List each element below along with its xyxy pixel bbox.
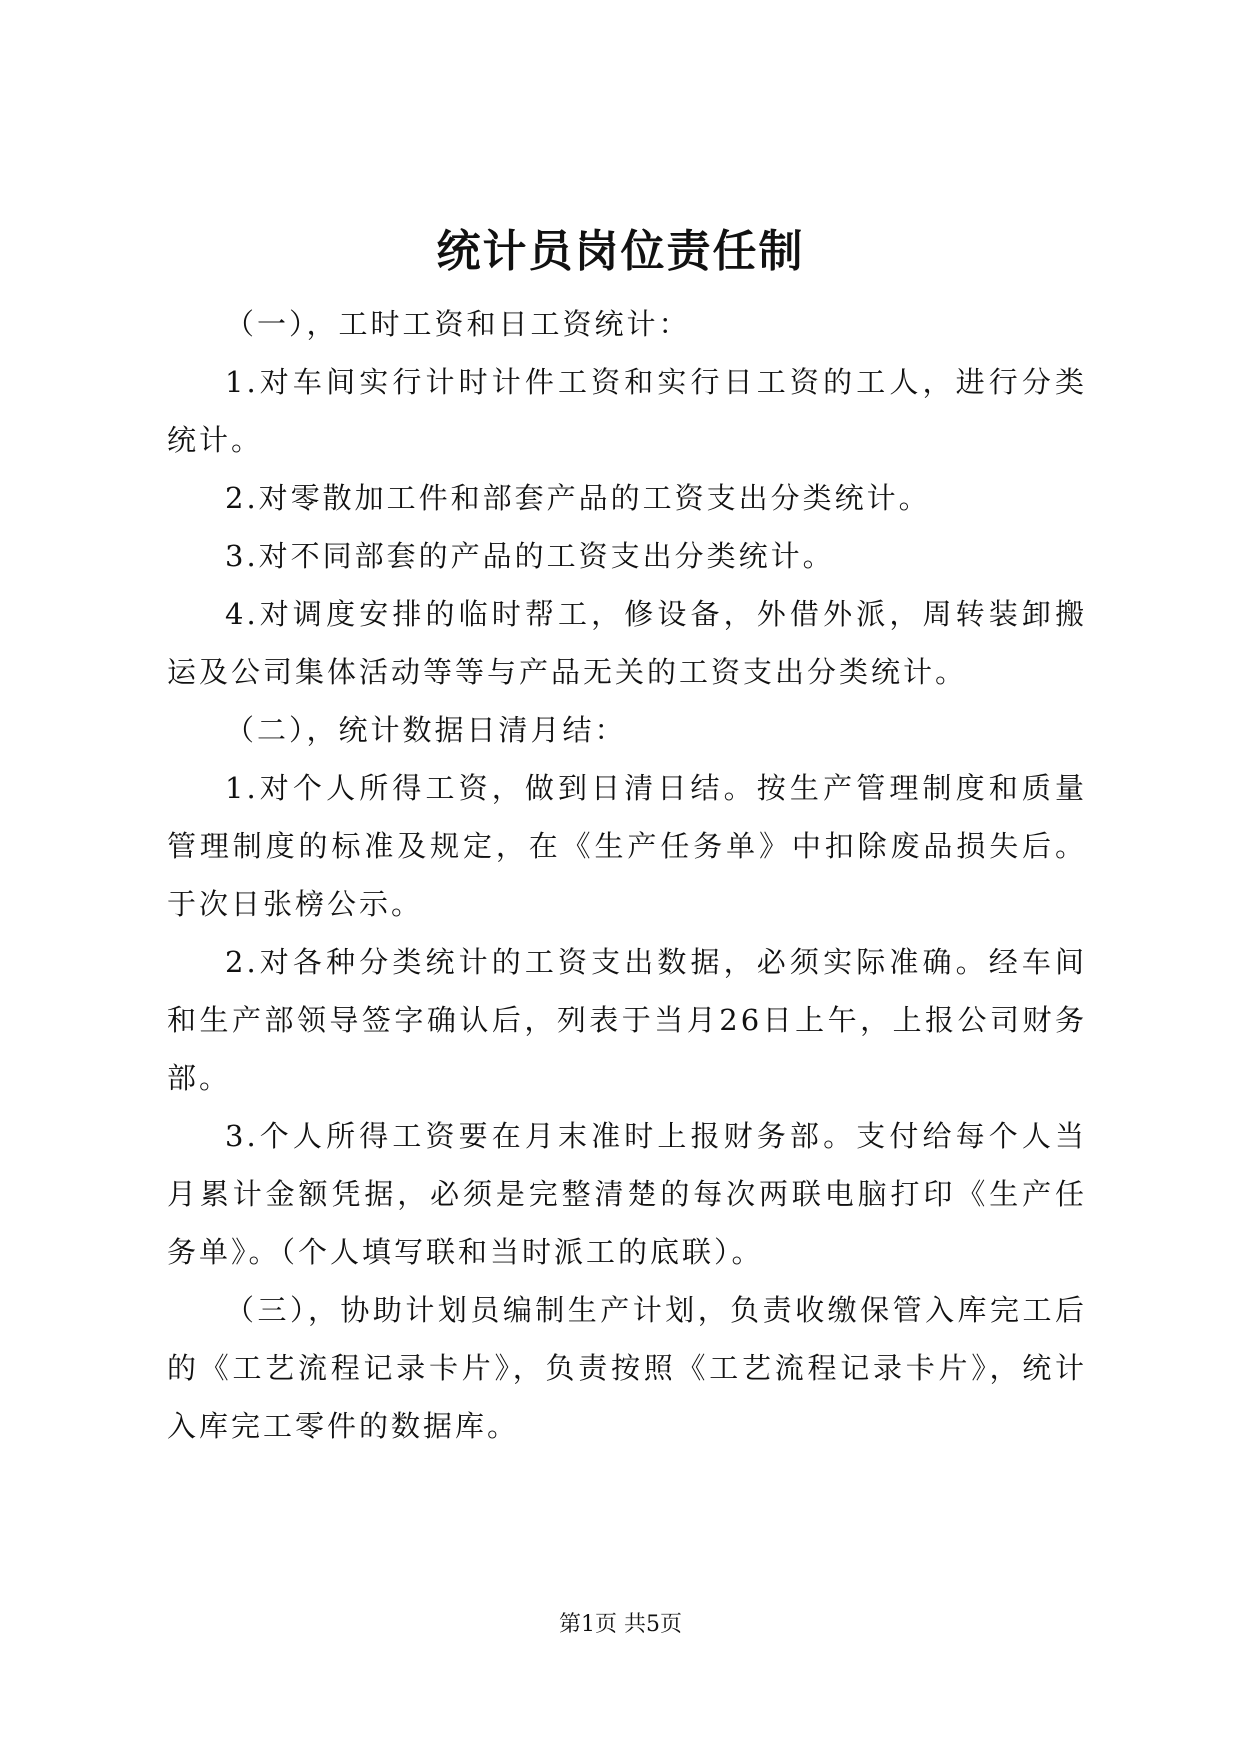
section-2-heading: （二），统计数据日清月结： bbox=[225, 713, 627, 747]
section-1-item-2: 2.对零散加工件和部套产品的工资支出分类统计。 bbox=[225, 481, 931, 515]
section-1-item-1: 1.对车间实行计时计件工资和实行日工资的工人，进行分类统计。 bbox=[167, 365, 1087, 457]
section-1-item-4: 4.对调度安排的临时帮工，修设备，外借外派，周转装卸搬运及公司集体活动等等与产品无关的工资支出分类统计。 bbox=[167, 597, 1087, 689]
section-2-item-1: 1.对个人所得工资，做到日清日结。按生产管理制度和质量管理制度的标准及规定，在《生产任务单》中扣除废品损失后。于次日张榜公示。 bbox=[167, 771, 1087, 921]
section-1-item-3: 3.对不同部套的产品的工资支出分类统计。 bbox=[225, 539, 835, 573]
section-3-paragraph: （三），协助计划员编制生产计划，负责收缴保管入库完工后的《工艺流程记录卡片》，负责按照《工艺流程记录卡片》，统计入库完工零件的数据库。 bbox=[167, 1293, 1087, 1443]
section-2-item-3: 3.个人所得工资要在月末准时上报财务部。支付给每个人当月累计金额凭据，必须是完整清楚的每次两联电脑打印《生产任务单》。（个人填写联和当时派工的底联）。 bbox=[167, 1119, 1087, 1269]
section-2-item-2: 2.对各种分类统计的工资支出数据，必须实际准确。经车间和生产部领导签字确认后，列表于当月26日上午，上报公司财务部。 bbox=[167, 945, 1087, 1095]
document-body bbox=[167, 295, 1087, 1455]
document-title: 统计员岗位责任制 bbox=[436, 226, 805, 277]
page-footer: 第1页 共5页 bbox=[559, 1612, 682, 1637]
section-1-heading: （一），工时工资和日工资统计： bbox=[225, 307, 691, 341]
